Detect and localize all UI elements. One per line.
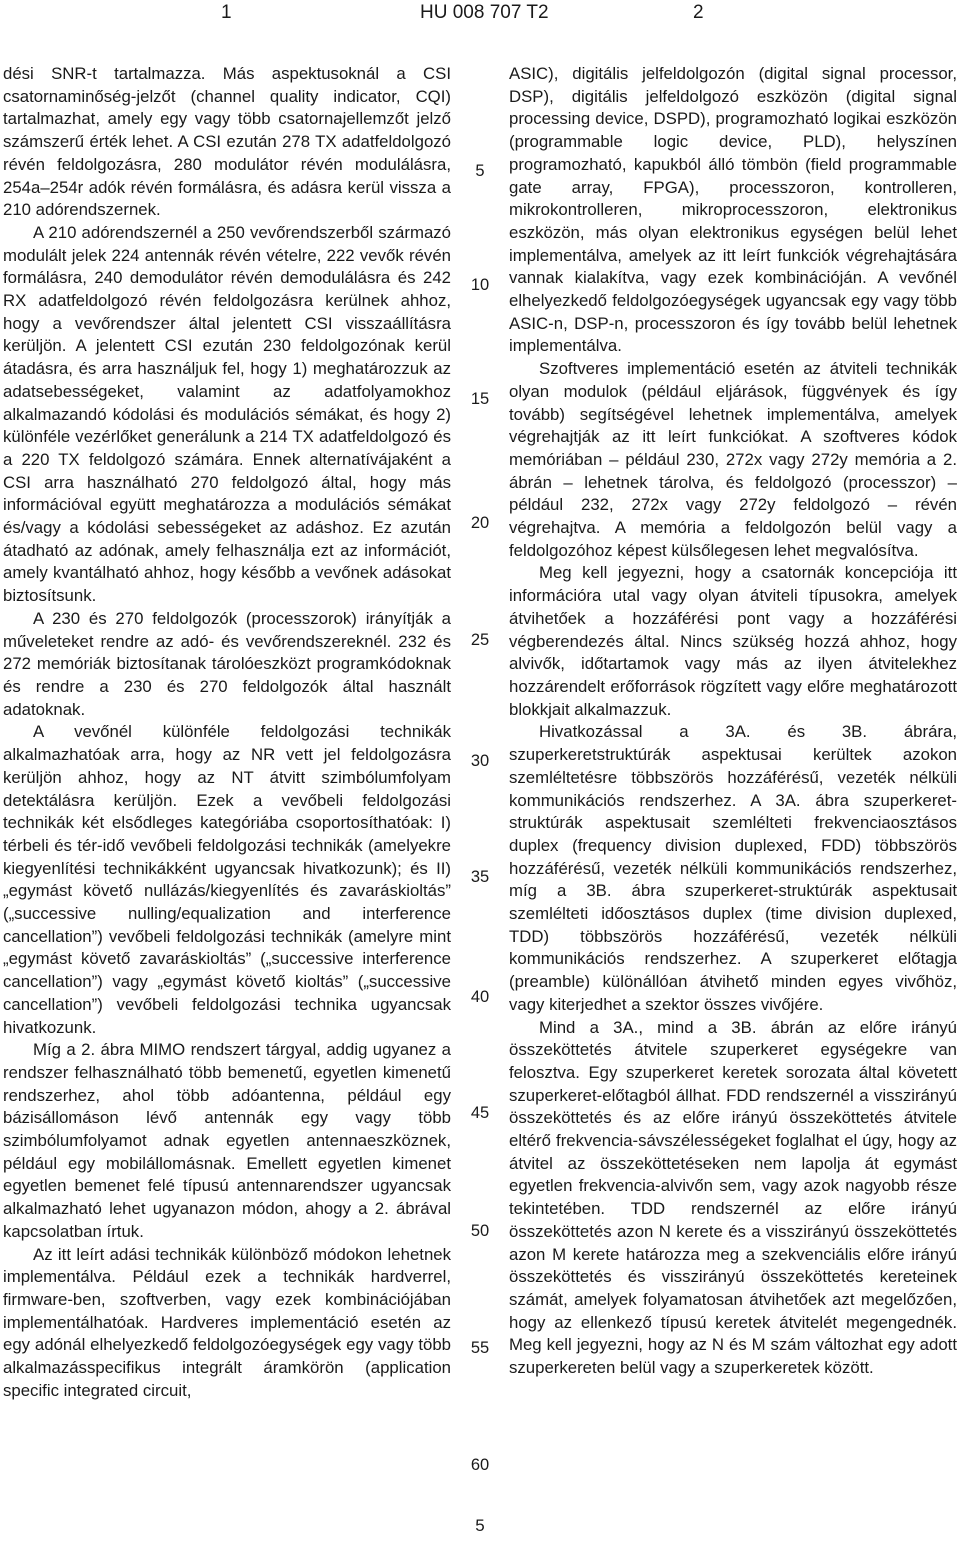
- left-paragraph-3: A 230 és 270 feldolgozók (processzorok) irányítják a műveleteket rendre az adó- és vevőrendszereknél. 232 és 272 memóriák biztosítanak tárolóeszközt programkódoknak és rendre a 230 és 270 feldolgozók által használt adatoknak.: [3, 608, 451, 719]
- right-paragraph-1: ASIC), digitális jelfeldolgozón (digital signal processor, DSP), digitális jelfeldolgozó eszközön (digital signal processing device, DSPD), programozható logikai eszközön (programmable logic device, PLD), helyszínen programozható, kapukból álló tömbön (field programmable gate array, FPGA), processzoron, kontrolleren, mikrokontrolleren, mikroprocesszoron, elektronikus eszközön, más olyan elektronikus egységen belül lehet implementálva, amelyek az itt leírt funkciók végrehajtására vannak kialakítva, vagy ezek kombinációján. A vevőnél elhelyezkedő feldolgozóegységek ugyancsak egy vagy több ASIC-n, DSP-n, processzoron és így tovább belül lehetnek implementálva.: [509, 64, 957, 356]
- left-paragraph-5: Míg a 2. ábra MIMO rendszert tárgyal, addig ugyanez a rendszer felhasználható több bemenetű, egyetlen kimenetű rendszerhez, ahol több adóantenna, például egy bázisállomáson lévő antennák egy vagy több szimbólumfolyamot adnak egyetlen antennaeszköznek, például egy mobilállomásnak. Emellett egyetlen kimenet egyetlen bemenet felé típusú antennarendszer ugyancsak alkalmazható lehet ugyanazon módon, ahogy a 2. ábrával kapcsolatban írtuk.: [3, 1040, 451, 1241]
- header-document-id: HU 008 707 T2: [420, 2, 549, 23]
- line-number-55: 55: [470, 1339, 490, 1357]
- header-column-left-number: 1: [221, 2, 232, 23]
- left-paragraph-4: A vevőnél különféle feldolgozási technikák alkalmazhatóak arra, hogy az NR vett jel feldolgozásra kerüljön ahhoz, hogy az NT átvitt szimbólumfolyam detektálásra kerüljön. Ezek a vevőbeli feldolgozási technikák két elsődleges kategóriába csoportosíthatóak: I) térbeli és tér-idő vevőbeli feldolgozási technikák (amelyekre kiegyenlítési technikákként ugyancsak hivatkozunk); és II) „egymást követő nullázás/kiegyenlítés és zavaráskioltás” („successive nulling/equalization and interference cancellation”) vevőbeli feldolgozási technikák (amelyre mint „egymást követő zavaráskioltás” („successive interference cancellation”) vagy „egymást követő kioltás” („successive cancellation”) vevőbeli feldolgozási technika ugyancsak hivatkozunk.: [3, 722, 451, 1037]
- line-number-25: 25: [470, 631, 490, 649]
- right-paragraph-4: Hivatkozással a 3A. és 3B. ábrára, szuperkeretstruktúrák aspektusai kerültek azokon szemléltetésre többszörös hozzáférésű, vezeték nélküli kommunikációs rendszerhez. A 3A. ábra szuperkeret-struktúrák aspektusait szemlélteti frekvenciaosztásos duplex (frequency division duplexed, FDD) többszörös hozzáférésű, vezeték nélküli kommunikációs rendszerhez, míg a 3B. ábra szuperkeret-struktúrák aspektusait szemlélteti időosztásos duplex (time division duplexed, TDD) többszörös hozzáférésű, vezeték nélküli kommunikációs rendszerhez. A szuperkeret előtagja (preamble) különállóan átvihető minden egyes vivőhöz, vagy kiterjedhet a szektor összes vivőjére.: [509, 722, 957, 1014]
- left-paragraph-1: dési SNR-t tartalmazza. Más aspektusoknál a CSI csatornaminőség-jelzőt (channel quality indicator, CQI) tartalmazhat, amely egy vagy több csatornajellemzőt jelző számszerű érték lehet. A CSI ezután 278 TX adatfeldolgozó révén feldolgozásra, 280 modulátor révén modulálásra, 254a–254r adók révén formálásra, és adásra kerül vissza a 210 adórendszernek.: [3, 64, 451, 220]
- left-paragraph-2: A 210 adórendszernél a 250 vevőrendszerből származó modulált jelek 224 antennák révén vételre, 222 vevők révén formálásra, 240 demodulátor révén demodulálásra és 242 RX adatfeldolgozó révén feldolgozásra kerülnek ahhoz, hogy a vevőrendszer által jelentett CSI visszaállításra kerüljön. A jelentett CSI ezután 230 feldolgozónak kerül átadásra, és arra használjuk fel, hogy 1) meghatározzuk az adatsebességeket, valamint az adatfolyamokhoz alkalmazandó kódolási és modulációs sémákat, és hogy 2) különféle vezérlőket generálunk a 214 TX adatfeldolgozó és a 220 TX feldolgozó számára. Ennek alternatívájaként a CSI arra használható 270 feldolgozó által, hogy más információval együtt meghatározza a modulációs sémákat és/vagy a kódolási sebességeket az adáshoz. Ez azután átadható az adónak, amely felhasználja ezt az információt, amely kvantálható ahhoz, hogy később a vevőnek adásokat biztosítsunk.: [3, 222, 451, 606]
- left-paragraph-6: Az itt leírt adási technikák különböző módokon lehetnek implementálva. Például ezek a technikák hardverrel, firmware-ben, szoftverben, vagy ezek kombinációjában implementálhatóak. Hardveres implementáció esetén az egy adónál elhelyezkedő feldolgozóegységek egy vagy több alkalmazásspecifikus integrált áramkörön (application specific integrated circuit,: [3, 1244, 451, 1400]
- line-number-35: 35: [470, 868, 490, 886]
- line-number-5: 5: [475, 162, 485, 180]
- line-number-30: 30: [470, 752, 490, 770]
- line-number-15: 15: [470, 390, 490, 408]
- right-paragraph-3: Meg kell jegyezni, hogy a csatornák koncepciója itt információra utal vagy olyan átviteli típusokra, amelyek átvihetőek a hozzáférési pont vagy a hozzáférési végberendezés által. Nincs szükség hozzá ahhoz, hogy alvivők, időtartamok vagy más az ilyen átvitelekhez hozzárendelt erőforrások rögzített vagy előre meghatározott blokkjait alkalmazzuk.: [509, 563, 957, 719]
- right-paragraph-5: Mind a 3A., mind a 3B. ábrán az előre irányú összeköttetés átvitele szuperkeret egységekre van felosztva. Egy szuperkeret keretek sorozata által követett szuperkeret-előtagból állhat. FDD rendszernél a visszirányú összeköttetés és az előre irányú összeköttetés átvitele eltérő frekvencia-sávszélességeket foglalhat el úgy, hogy az átvitel az összeköttetéseken nem lapolja át egymást egyetlen frekvencia-alvivőn sem, vagy azok nagyobb része tekintetében. TDD rendszernél az előre irányú összeköttetés azon N kerete és a visszirányú összeköttetés azon M kerete határozza meg a szekvenciális előre irányú összeköttetés és visszirányú összeköttetés kereteinek számát, amelyek folyamatosan átvihetőek azt megelőzően, hogy az ellenkező típusú keretek átvitelét megengednék. Meg kell jegyezni, hogy az N és M szám változhat egy adott szuperkereten belül vagy a szuperkeretek között.: [509, 1017, 957, 1378]
- line-number-50: 50: [470, 1222, 490, 1240]
- left-text-column: [3, 63, 451, 1402]
- line-number-10: 10: [470, 276, 490, 294]
- page-number: 5: [475, 1516, 485, 1535]
- line-number-60: 60: [470, 1456, 490, 1474]
- line-number-20: 20: [470, 514, 490, 532]
- right-paragraph-2: Szoftveres implementáció esetén az átviteli technikák olyan modulok (például eljárások, függvények és így tovább) segítségével lehetnek implementálva, amelyek végrehajtják az itt leírt funkciókat. A szoftveres kódok memóriában – például 230, 272x vagy 272y memória a 2. ábrán – lehetnek tárolva, és feldolgozó (processzor) – például 232, 272x vagy 272y feldolgozó – révén végrehajtva. A memória a feldolgozón belül vagy a feldolgozóhoz képest külsőlegesen lehet megvalósítva.: [509, 359, 957, 560]
- line-number-40: 40: [470, 988, 490, 1006]
- right-text-column: [509, 63, 957, 1380]
- line-number-45: 45: [470, 1104, 490, 1122]
- header-column-right-number: 2: [693, 2, 704, 23]
